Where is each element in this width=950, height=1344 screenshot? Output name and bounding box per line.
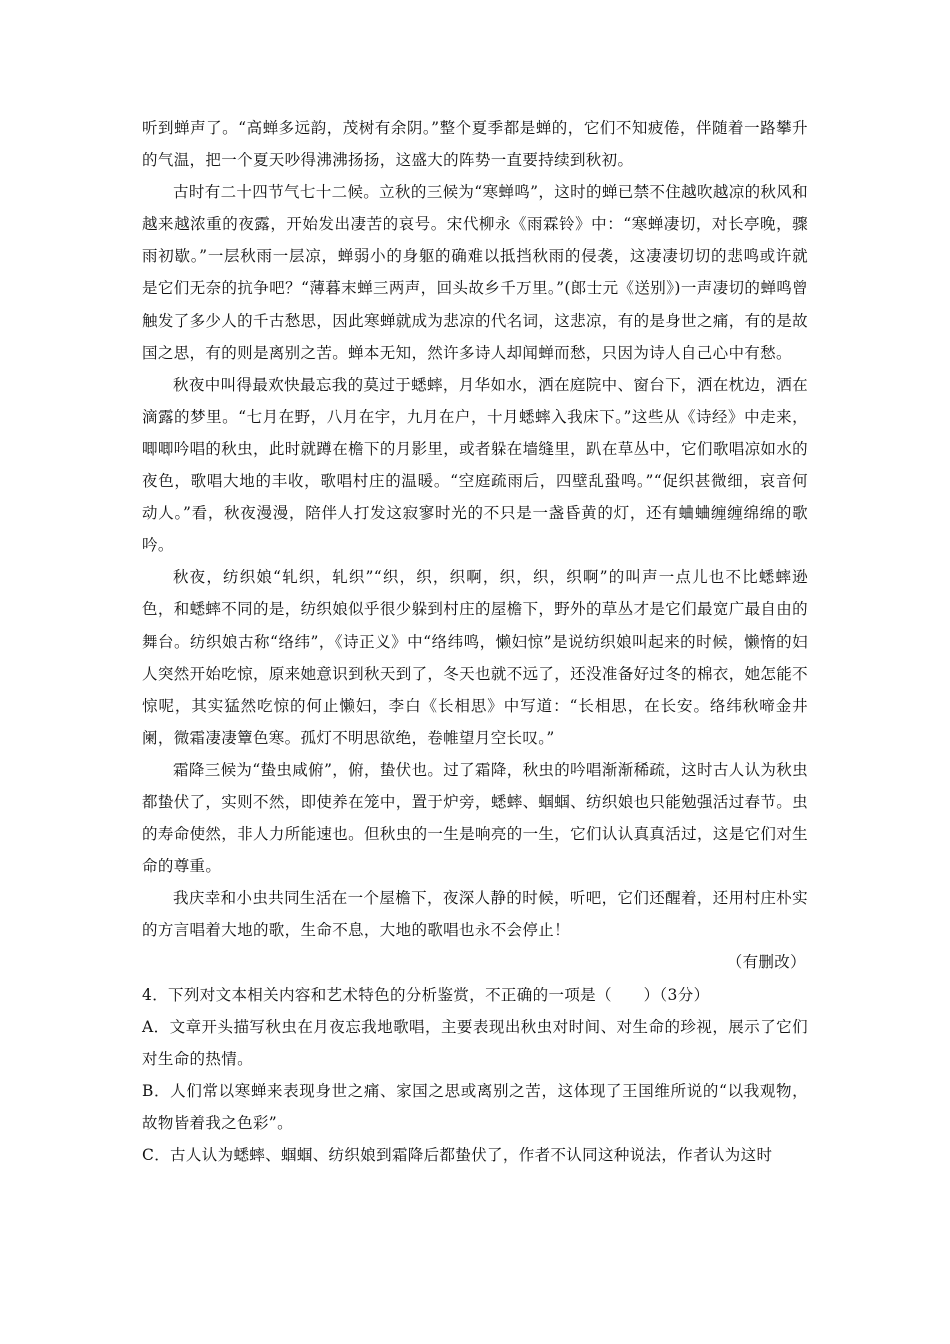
article-paragraph-2: 古时有二十四节气七十二候。立秋的三候为“寒蝉鸣”，这时的蝉已禁不住越吹越凉的秋风和越来越浓重的夜露，开始发出凄苦的哀号。宋代柳永《雨霖铃》中：“寒蝉凄切，对长亭晚，骤雨初歇。”一层秋雨一层凉，蝉弱小的身躯的确难以抵挡秋雨的侵袭，这凄凄切切的悲鸣或许就是它们无奈的抗争吧？“薄暮末蝉三两声，回头故乡千万里。”(郎士元《送别》)一声凄切的蝉鸣曾触发了多少人的千古愁思，因此寒蝉就成为悲凉的代名词，这悲凉，有的是身世之痛，有的是故国之思，有的则是离别之苦。蝉本无知，然许多诗人却闻蝉而愁，只因为诗人自己心中有愁。 [142,183,808,362]
article-paragraph-4: 秋夜，纺织娘“轧织，轧织”“织，织，织啊，织，织，织啊”的叫声一点儿也不比蟋蟀逊色，和蟋蟀不同的是，纺织娘似乎很少躲到村庄的屋檐下，野外的草丛才是它们最宽广最自由的舞台。纺织娘古称“络纬”，《诗正义》中“络纬鸣，懒妇惊”是说纺织娘叫起来的时候，懒惰的妇人突然开始吃惊，原来她意识到秋天到了，冬天也就不远了，还没准备好过冬的棉衣，她怎能不惊呢，其实猛然吃惊的何止懒妇，李白《长相思》中写道：“长相思，在长安。络纬秋啼金井阑，微霜凄凄簟色寒。孤灯不明思欲绝，卷帷望月空长叹。” [142,568,808,747]
article-paragraph-1: 听到蝉声了。“高蝉多远韵，茂树有余阴。”整个夏季都是蝉的，它们不知疲倦，伴随着一路攀升的气温，把一个夏天吵得沸沸扬扬，这盛大的阵势一直要持续到秋初。 [142,119,808,170]
article-paragraph-6: 我庆幸和小虫共同生活在一个屋檐下，夜深人静的时候，听吧，它们还醒着，还用村庄朴实的方言唱着大地的歌，生命不息，大地的歌唱也永不会停止！ [142,889,808,940]
question-option-b: B．人们常以寒蝉来表现身世之痛、家国之思或离别之苦，这体现了王国维所说的“以我观物，故物皆着我之色彩”。 [142,1081,808,1132]
revision-note: （有删改） [726,953,806,972]
question-stem: 4．下列对文本相关内容和艺术特色的分析鉴赏，不正确的一项是（ ）（3分） [142,985,710,1004]
article-paragraph-3: 秋夜中叫得最欢快最忘我的莫过于蟋蟀，月华如水，洒在庭院中、窗台下，洒在枕边，洒在滴露的梦里。“七月在野，八月在宇，九月在户，十月蟋蟀入我床下。”这些从《诗经》中走来，唧唧吟唱的秋虫，此时就蹲在檐下的月影里，或者躲在墙缝里，趴在草丛中，它们歌唱凉如水的夜色，歌唱大地的丰收，歌唱村庄的温暖。“空庭疏雨后，四壁乱蛩鸣。”“促织甚微细，哀音何动人。”看，秋夜漫漫，陪伴人打发这寂寥时光的不只是一盏昏黄的灯，还有蛐蛐缠缠绵绵的歌吟。 [142,375,808,555]
question-option-c: C．古人认为蟋蟀、蝈蝈、纺织娘到霜降后都蛰伏了，作者不认同这种说法，作者认为这时 [142,1146,773,1164]
question-option-a: A．文章开头描写秋虫在月夜忘我地歌唱，主要表现出秋虫对时间、对生命的珍视，展示了它们对生命的热情。 [142,1017,808,1068]
article-paragraph-5: 霜降三候为“蛰虫咸俯”，俯，蛰伏也。过了霜降，秋虫的吟唱渐渐稀疏，这时古人认为秋虫都蛰伏了，实则不然，即使养在笼中，置于炉旁，蟋蟀、蝈蝈、纺织娘也只能勉强活过春节。虫的寿命使然，非人力所能速也。但秋虫的一生是响亮的一生，它们认认真真活过，这是它们对生命的尊重。 [142,760,808,876]
